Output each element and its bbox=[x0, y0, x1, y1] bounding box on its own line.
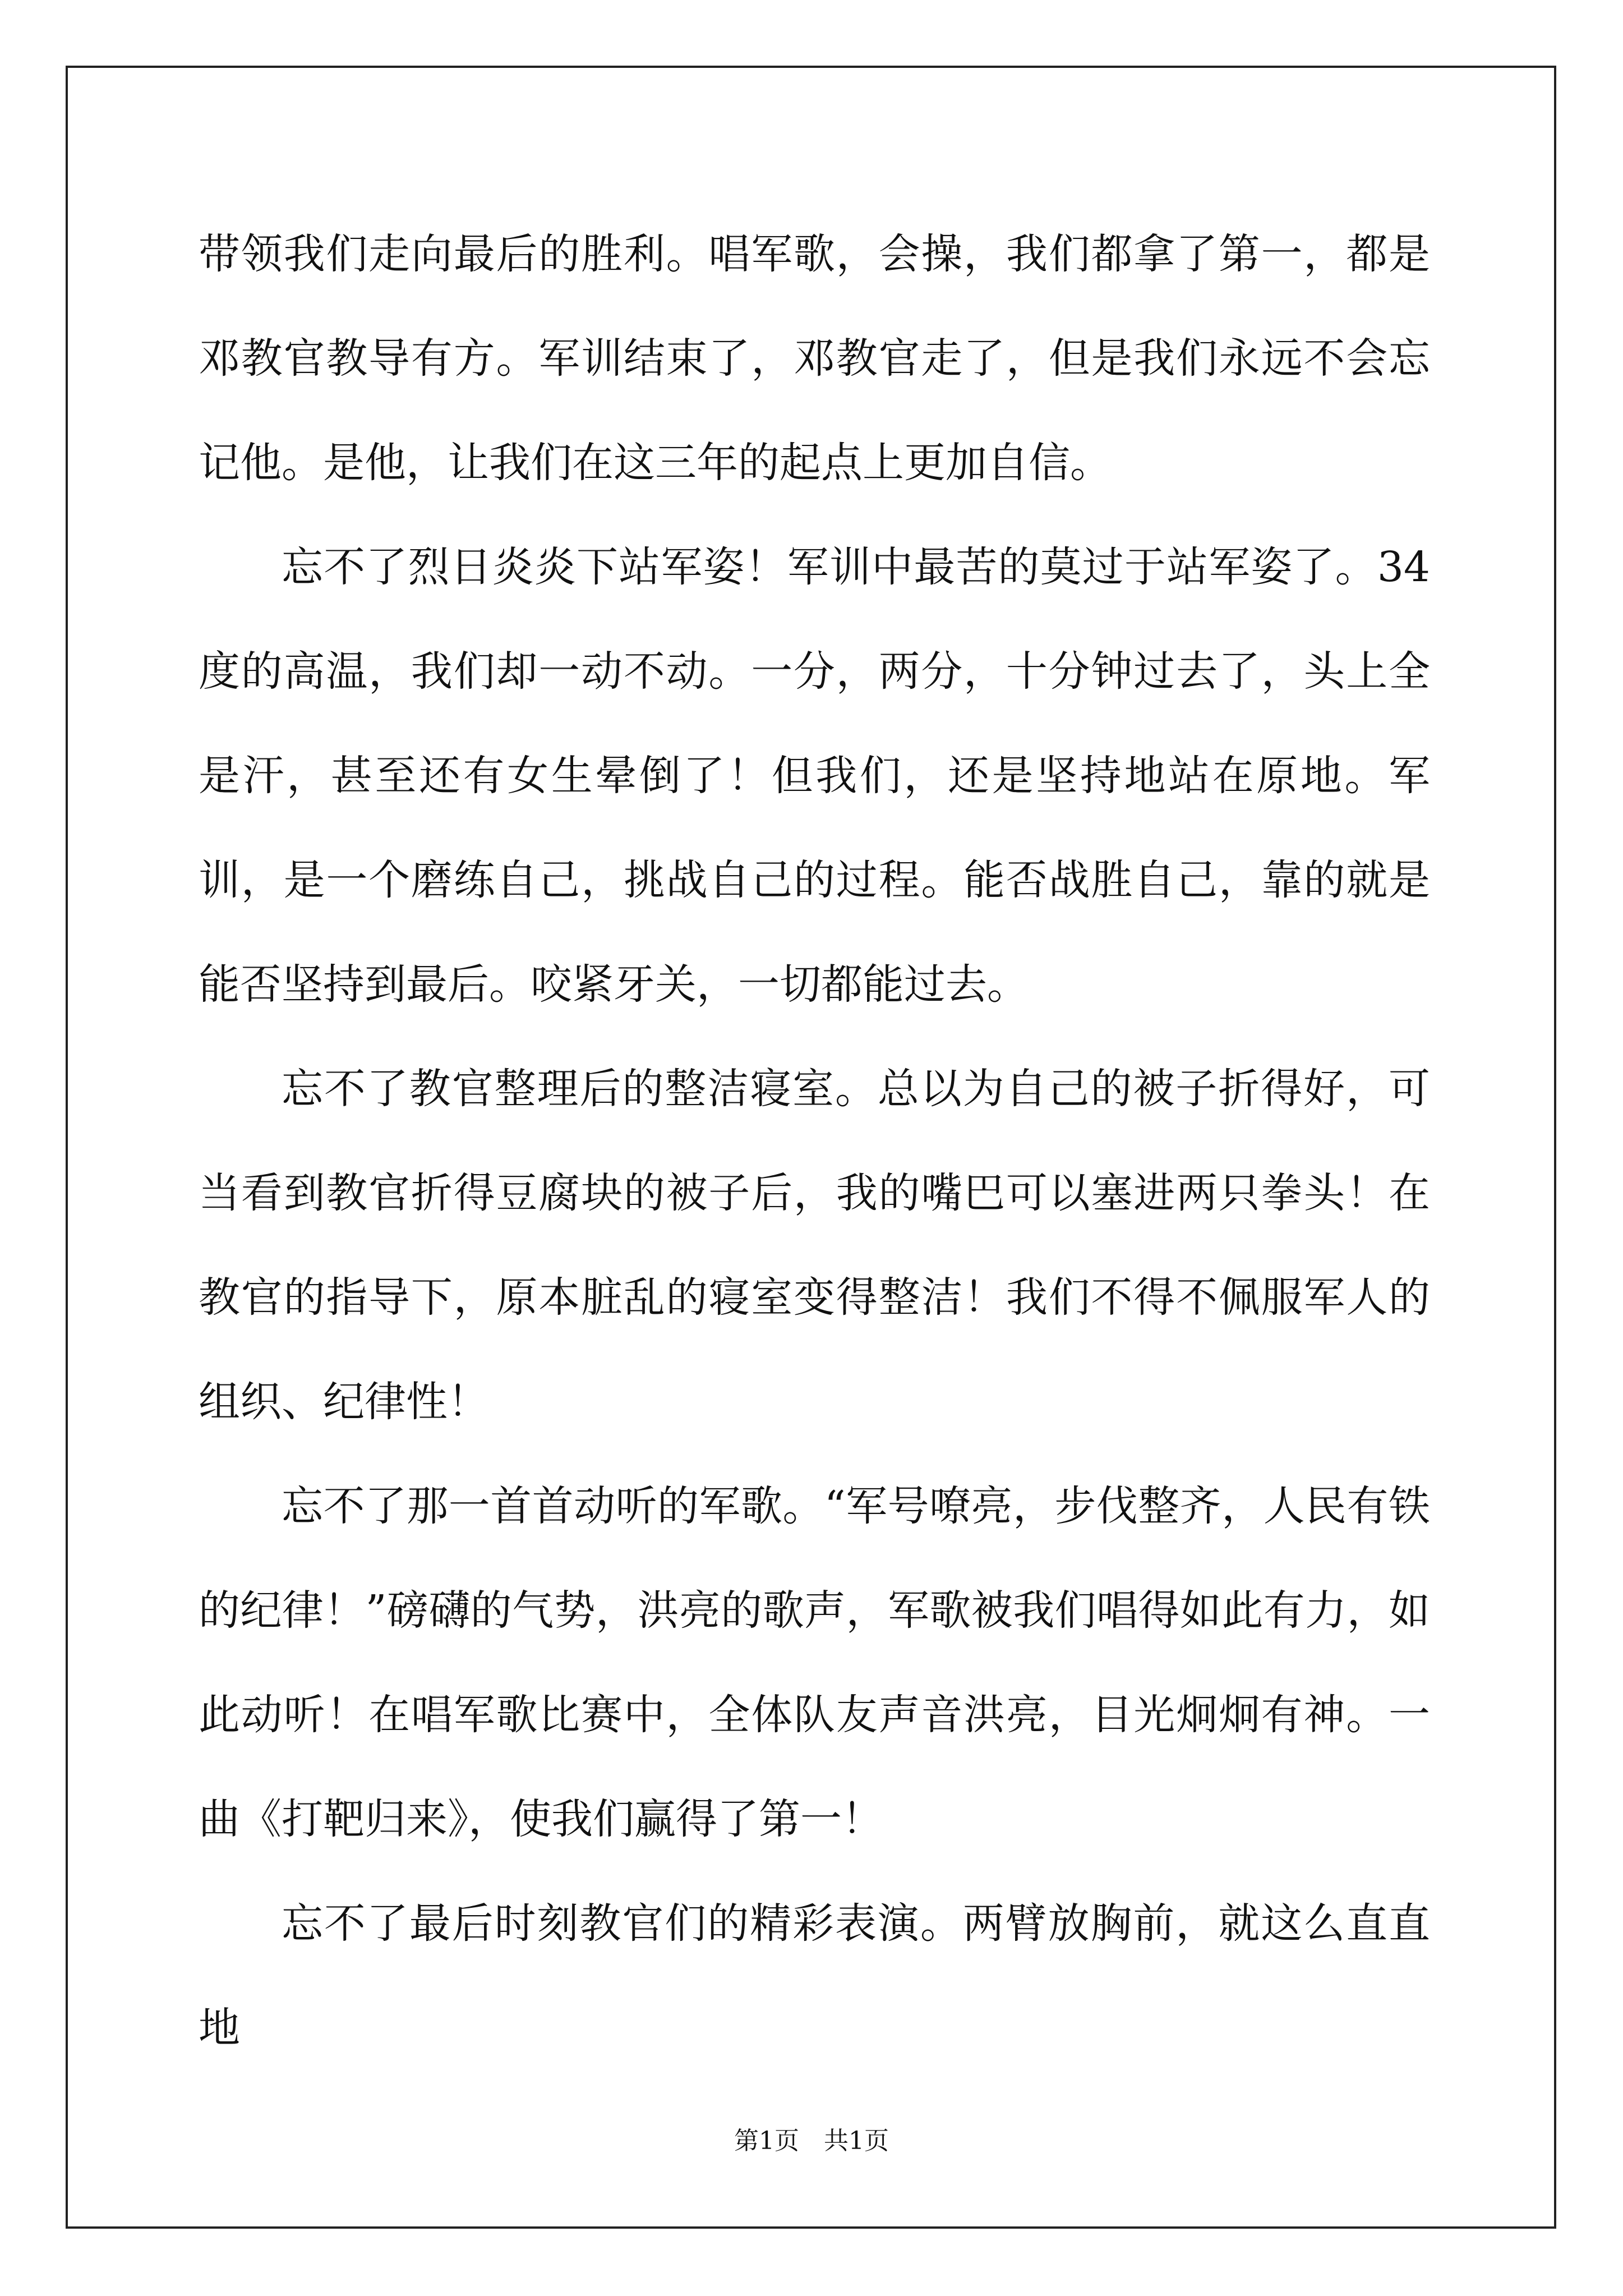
paragraph-4: 忘不了那一首首动听的军歌。“军号嘹亮，步伐整齐，人民有铁的纪律！”磅礴的气势，洪亮的歌声，军歌被我们唱得如此有力，如此动听！在唱军歌比赛中，全体队友声音洪亮，目光炯炯有神。一曲《打靶归来》，使我们赢得了第一！ bbox=[199, 1482, 1430, 1843]
paragraph-2: 忘不了烈日炎炎下站军姿！军训中最苦的莫过于站军姿了。34度的高温，我们却一动不动。一分，两分，十分钟过去了，头上全是汗，甚至还有女生晕倒了！但我们，还是坚持地站在原地。军训，是一个磨练自己，挑战自己的过程。能否战胜自己，靠的就是能否坚持到最后。咬紧牙关，一切都能过去。 bbox=[199, 543, 1430, 1009]
page-number: 第1页 bbox=[734, 2127, 799, 2155]
document-body bbox=[199, 202, 1430, 2080]
page-total: 共1页 bbox=[824, 2127, 889, 2155]
paragraph-5: 忘不了最后时刻教官们的精彩表演。两臂放胸前，就这么直直地 bbox=[199, 1899, 1430, 2052]
paragraph-3: 忘不了教官整理后的整洁寝室。总以为自己的被子折得好，可当看到教官折得豆腐块的被子后，我的嘴巴可以塞进两只拳头！在教官的指导下，原本脏乱的寝室变得整洁！我们不得不佩服军人的组织、纪律性！ bbox=[199, 1065, 1430, 1426]
paragraph-1: 带领我们走向最后的胜利。唱军歌，会操，我们都拿了第一，都是邓教官教导有方。军训结束了，邓教官走了，但是我们永远不会忘记他。是他，让我们在这三年的起点上更加自信。 bbox=[199, 230, 1430, 487]
page-footer bbox=[0, 2120, 1623, 2156]
